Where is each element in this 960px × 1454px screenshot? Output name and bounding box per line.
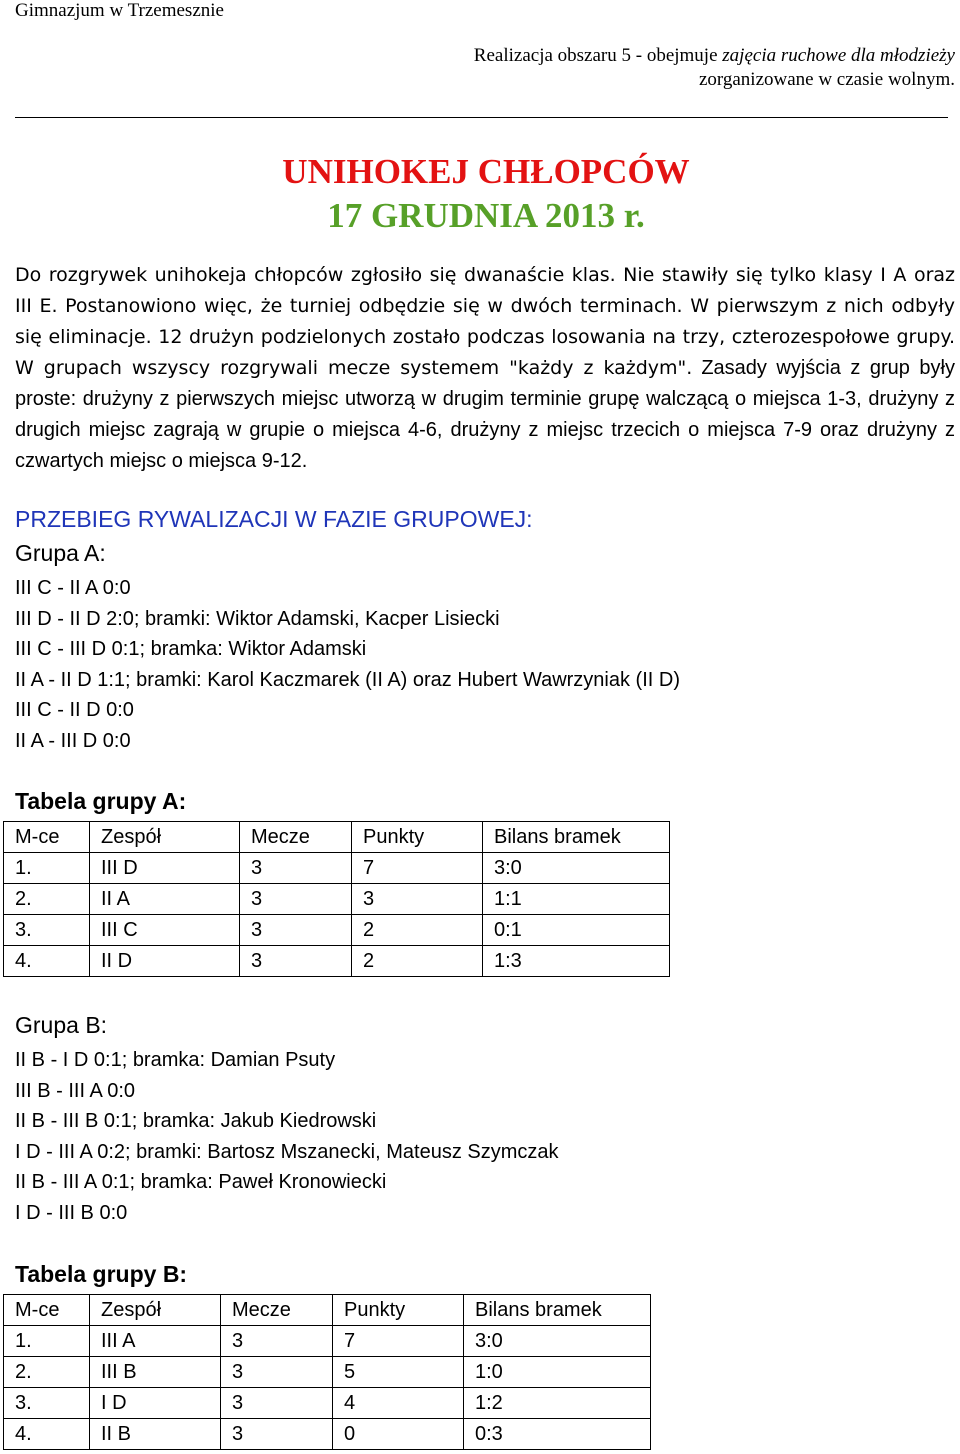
group-b-table-title: Tabela grupy B: <box>15 1261 188 1287</box>
table-cell: 3. <box>4 1388 90 1419</box>
table-cell: 3. <box>4 915 90 946</box>
table-row <box>4 1388 651 1419</box>
header-cell: Zespół <box>90 1295 221 1326</box>
group-a-standings-table <box>3 821 670 977</box>
table-cell: 1:2 <box>464 1388 651 1419</box>
table-row <box>4 915 670 946</box>
group-b-results <box>15 1045 559 1229</box>
table-cell: 0:1 <box>483 915 670 946</box>
table-cell: 1:0 <box>464 1357 651 1388</box>
match-result: I D - III B 0:0 <box>15 1201 128 1224</box>
table-cell: 7 <box>352 853 483 884</box>
table-cell: I D <box>90 1388 221 1419</box>
table-cell: 4. <box>4 1419 90 1450</box>
table-cell: 3 <box>352 884 483 915</box>
group-a-title: Grupa A: <box>15 540 106 566</box>
group-b-standings-table <box>3 1294 651 1450</box>
header-cell: M-ce <box>4 1295 90 1326</box>
table-cell: 1. <box>4 1326 90 1357</box>
school-name: Gimnazjum w Trzemesznie <box>15 0 224 21</box>
header-line-1 <box>474 44 955 68</box>
header-line-2: zorganizowane w czasie wolnym. <box>698 69 955 90</box>
header-cell: Punkty <box>333 1295 464 1326</box>
title-date: 17 GRUDNIA 2013 r. <box>327 196 645 235</box>
header-line-1-prefix: Realizacja obszaru 5 - obejmuje <box>473 45 723 66</box>
match-result: III C - II D 0:0 <box>15 699 134 722</box>
table-cell: 3 <box>240 946 352 977</box>
table-cell: 3:0 <box>464 1326 651 1357</box>
table-header-row <box>4 1295 651 1326</box>
table-cell: 3 <box>221 1357 333 1388</box>
group-a-table-title: Tabela grupy A: <box>15 788 187 814</box>
table-cell: 3 <box>221 1326 333 1357</box>
table-cell: II B <box>90 1419 221 1450</box>
match-result: II A - III D 0:0 <box>15 729 131 752</box>
header-cell: Mecze <box>240 822 352 853</box>
match-result: II B - I D 0:1; bramka: Damian Psuty <box>15 1049 336 1071</box>
table-cell: 3 <box>221 1388 333 1419</box>
table-cell: 4 <box>333 1388 464 1419</box>
match-result: II A - II D 1:1; bramki: Karol Kaczmarek (II A) oraz Hubert Wawrzyniak (II D) <box>15 668 680 691</box>
table-cell: 3:0 <box>483 853 670 884</box>
match-result: II B - III A 0:1; bramka: Paweł Kronowiecki <box>15 1171 387 1194</box>
table-cell: 2 <box>352 946 483 977</box>
intro-paragraph <box>15 260 955 477</box>
table-row <box>4 884 670 915</box>
match-result: II B - III B 0:1; bramka: Jakub Kiedrowski <box>15 1110 377 1133</box>
table-cell: 3 <box>240 853 352 884</box>
table-cell: 3 <box>221 1419 333 1450</box>
intro-part-1: Do rozgrywek unihokeja chłopców zgłosiło się dwanaście klas. Nie stawiły się tylko klasy I A oraz III E. Postanowiono więc, że turniej odbędzie się w dwóch terminach. W pierwszym z nich odbyły się eliminacje. 12 drużyn podzielonych zostało podczas losowania na trzy, czterozespołowe grupy. W grupach wszyscy rozgrywali mecze systemem "każdy z każdym". <box>15 264 955 379</box>
match-result: III C - II A 0:0 <box>15 577 131 599</box>
table-cell: 2. <box>4 884 90 915</box>
header-cell: Punkty <box>352 822 483 853</box>
table-cell: 7 <box>333 1326 464 1357</box>
phase-heading: PRZEBIEG RYWALIZACJI W FAZIE GRUPOWEJ: <box>15 506 533 532</box>
table-cell: 0 <box>333 1419 464 1450</box>
table-cell: 2. <box>4 1357 90 1388</box>
group-a-results <box>15 573 680 757</box>
table-cell: 1:1 <box>483 884 670 915</box>
table-cell: 5 <box>333 1357 464 1388</box>
table-row <box>4 1419 651 1450</box>
header-project-note <box>474 44 955 92</box>
header-cell: Zespół <box>90 822 240 853</box>
table-row <box>4 1357 651 1388</box>
header-divider <box>15 117 948 118</box>
table-cell: III D <box>90 853 240 884</box>
match-result: III B - III A 0:0 <box>15 1079 136 1102</box>
table-cell: 0:3 <box>464 1419 651 1450</box>
match-result: III C - III D 0:1; bramka: Wiktor Adamski <box>15 638 367 661</box>
table-cell: III B <box>90 1357 221 1388</box>
table-cell: III C <box>90 915 240 946</box>
table-row <box>4 946 670 977</box>
header-cell: Mecze <box>221 1295 333 1326</box>
table-cell: 2 <box>352 915 483 946</box>
match-result: III D - II D 2:0; bramki: Wiktor Adamski, Kacper Lisiecki <box>15 607 500 630</box>
table-cell: 1:3 <box>483 946 670 977</box>
page-title <box>0 150 960 238</box>
table-cell: 1. <box>4 853 90 884</box>
table-row <box>4 853 670 884</box>
header-cell: Bilans bramek <box>483 822 670 853</box>
table-cell: 3 <box>240 884 352 915</box>
table-row <box>4 1326 651 1357</box>
table-cell: II D <box>90 946 240 977</box>
intro-part-2: Zasady wyjścia z grup były proste: drużyny z pierwszych miejsc utworzą w drugim terminie grupę walczącą o miejsca 1-3, drużyny z drugich miejsc zagrają w grupie o miejsca 4-6, drużyny z miejsc trzecich o miejsca 7-9 oraz drużyny z czwartych miejsc o miejsca 9-12. <box>15 357 956 472</box>
header-cell: M-ce <box>4 822 90 853</box>
title-line-1: UNIHOKEJ CHŁOPCÓW <box>282 152 690 191</box>
header-cell: Bilans bramek <box>464 1295 651 1326</box>
table-cell: III A <box>90 1326 221 1357</box>
match-result: I D - III A 0:2; bramki: Bartosz Mszanecki, Mateusz Szymczak <box>15 1140 559 1163</box>
header-line-1-italic: zajęcia ruchowe dla młodzieży <box>722 45 955 66</box>
table-header-row <box>4 822 670 853</box>
table-cell: II A <box>90 884 240 915</box>
group-b-title: Grupa B: <box>15 1012 108 1038</box>
table-cell: 3 <box>240 915 352 946</box>
table-cell: 4. <box>4 946 90 977</box>
